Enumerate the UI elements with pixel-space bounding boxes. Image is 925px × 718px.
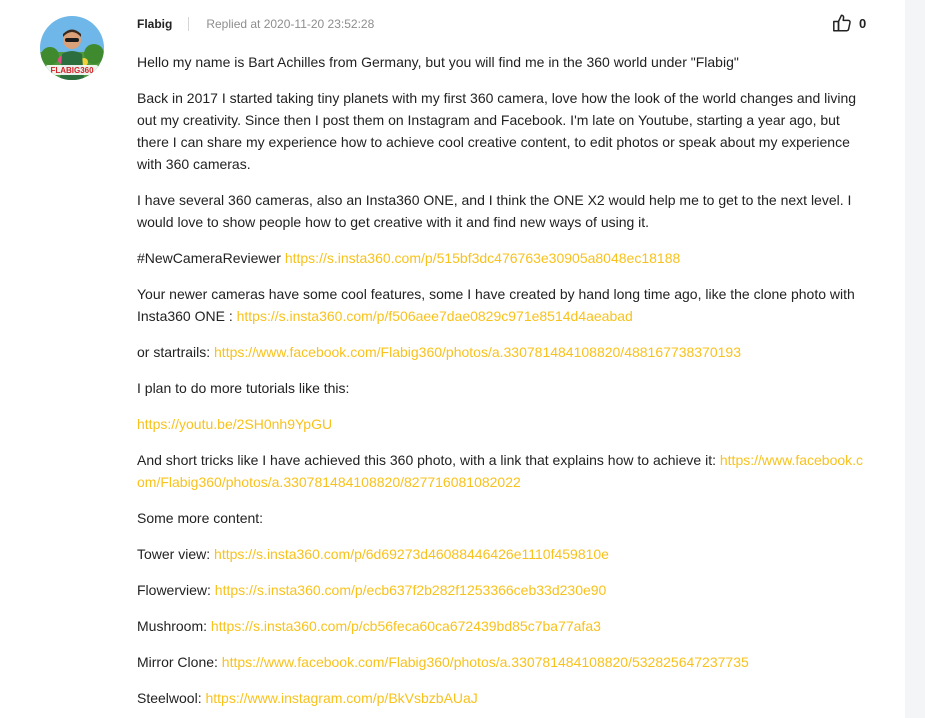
paragraph-background: Back in 2017 I started taking tiny planets with my first 360 camera, love how the look of the world changes and living out my creativity. Since then I post them on Instagram and Facebook. I'm late on Youtube, starting a year ago, but there I can share my experience how to achieve cool creative content, to edit photos or speak about my experience with 360 cameras.	[137, 90, 857, 172]
startrails-text: or startrails:	[137, 344, 211, 360]
hashtag-text: #NewCameraReviewer	[137, 250, 281, 266]
paragraph-steelwool	[137, 687, 867, 709]
header-divider	[188, 17, 189, 31]
steelwool-link[interactable]: https://www.instagram.com/p/BkVsbzbAUaJ	[205, 690, 478, 706]
flowerview-label: Flowerview:	[137, 582, 211, 598]
reviewer-link[interactable]: https://s.insta360.com/p/515bf3dc476763e30905a8048ec18188	[284, 250, 681, 266]
paragraph-flowerview	[137, 579, 867, 601]
paragraph-more-content: Some more content:	[137, 510, 264, 526]
mushroom-link[interactable]: https://s.insta360.com/p/cb56feca60ca672439bd85c7ba77afa3	[210, 618, 601, 634]
tricks-link[interactable]: https://www.facebook.com/Flabig360/photos/a.330781484108820/827716081082022	[137, 452, 864, 490]
avatar[interactable]	[40, 16, 104, 80]
like-count: 0	[859, 15, 867, 31]
mirror-clone-link[interactable]: https://www.facebook.com/Flabig360/photos/a.330781484108820/532825647237735	[221, 654, 749, 670]
tower-view-label: Tower view:	[137, 546, 211, 562]
reply-timestamp: Replied at 2020-11-20 23:52:28	[206, 17, 375, 31]
paragraph-hashtag	[137, 247, 867, 269]
paragraph-intro: Hello my name is Bart Achilles from Germany, but you will find me in the 360 world under "Flabig"	[137, 54, 739, 70]
paragraph-clone	[137, 283, 867, 327]
paragraph-tutorials: I plan to do more tutorials like this:	[137, 380, 350, 396]
startrails-link[interactable]: https://www.facebook.com/Flabig360/photos/a.330781484108820/488167738370193	[214, 344, 741, 360]
paragraph-cameras: I have several 360 cameras, also an Insta360 ONE, and I think the ONE X2 would help me to get to the next level. I would love to show people how to get creative with it and find new ways of using it.	[137, 192, 852, 230]
paragraph-mushroom	[137, 615, 867, 637]
reply-header	[137, 16, 374, 32]
reply-body	[137, 51, 867, 718]
paragraph-mirror-clone	[137, 651, 867, 673]
thumbs-up-icon[interactable]	[832, 13, 852, 33]
steelwool-label: Steelwool:	[137, 690, 202, 706]
tricks-text: And short tricks like I have achieved this 360 photo, with a link that explains how to achieve it:	[137, 452, 716, 468]
paragraph-startrails	[137, 341, 867, 363]
mirror-clone-label: Mirror Clone:	[137, 654, 218, 670]
paragraph-youtube	[137, 413, 867, 435]
mushroom-label: Mushroom:	[137, 618, 208, 634]
svg-text:FLABIG360: FLABIG360	[50, 66, 94, 75]
like-button[interactable]	[832, 13, 866, 33]
tower-view-link[interactable]: https://s.insta360.com/p/6d69273d46088446426e1110f459810e	[214, 546, 609, 562]
flowerview-link[interactable]: https://s.insta360.com/p/ecb637f2b282f1253366ceb33d230e90	[214, 582, 607, 598]
author-name[interactable]: Flabig	[137, 17, 173, 31]
paragraph-tricks	[137, 449, 867, 493]
clone-photo-link[interactable]: https://s.insta360.com/p/f506aee7dae0829c971e8514d4aeabad	[236, 308, 633, 324]
clone-text: Your newer cameras have some cool features, some I have created by hand long time ago, like the clone photo with Insta360 ONE :	[137, 286, 855, 324]
avatar-image	[40, 16, 104, 80]
youtube-link[interactable]: https://youtu.be/2SH0nh9YpGU	[137, 416, 333, 432]
paragraph-tower-view	[137, 543, 867, 565]
